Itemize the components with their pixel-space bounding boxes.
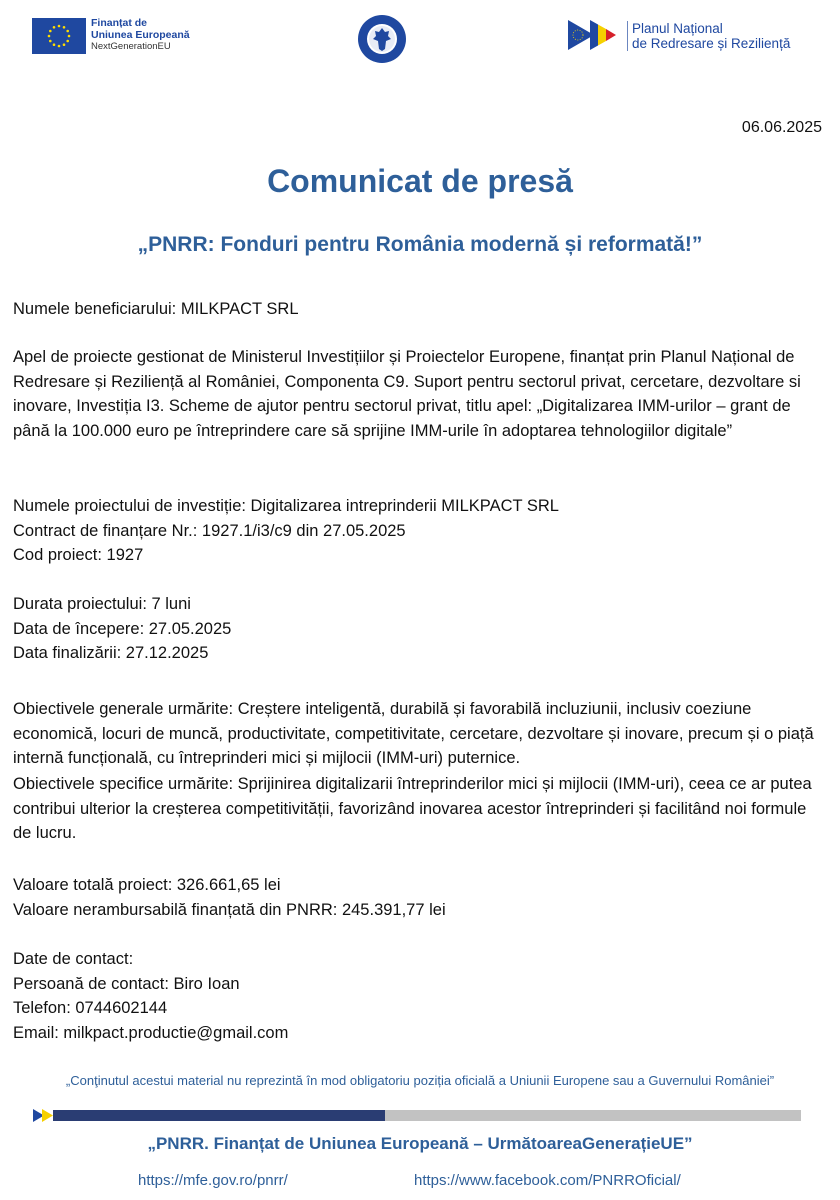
general-objectives: Obiectivele generale urmărite: Creștere inteligentă, durabilă și favorabilă incluziunii, inclusiv coeziune economică, locuri de muncă, productivitate, competitivitate, cercetare, dezvoltare și inovare, precum și o piață internă funcțională, cu întreprinderi mici și mijlocii (IMM-uri) puternice. — [13, 700, 814, 767]
contact-person: Persoană de contact: Biro Ioan — [13, 974, 240, 993]
timeline-block — [13, 592, 823, 666]
project-code: Cod proiect: 1927 — [13, 546, 144, 564]
project-name: Numele proiectului de investiție: Digitalizarea intreprinderii MILKPACT SRL — [13, 497, 559, 515]
footer-divider-grey — [385, 1110, 801, 1121]
contact-block — [13, 947, 823, 1045]
government-seal-icon — [357, 14, 407, 64]
total-value: Valoare totală proiect: 326.661,65 lei — [13, 876, 281, 894]
contract-number: Contract de finanțare Nr.: 1927.1/i3/c9 din 27.05.2025 — [13, 521, 406, 540]
pnrr-logo-text — [627, 21, 790, 51]
mfe-pnrr-link[interactable]: https://mfe.gov.ro/pnrr/ — [138, 1172, 288, 1189]
footer-arrows-icon — [33, 1109, 63, 1122]
press-release-date: 06.06.2025 — [741, 119, 822, 136]
eu-funding-logo-text — [91, 17, 190, 53]
facebook-pnrr-link[interactable]: https://www.facebook.com/PNRROficial/ — [414, 1172, 681, 1189]
beneficiary-line — [13, 297, 823, 322]
specific-objectives: Obiectivele specifice urmărite: Sprijinirea digitalizarii întreprinderilor mici și mijlocii (IMM-uri), ceea ce ar putea contribui ulterior la creșterea competitivității, favorizând inovarea acestor întreprinderi și facilitând noi formule de lucru. — [13, 775, 812, 842]
contact-heading: Date de contact: — [13, 950, 134, 968]
contact-phone: Telefon: 0744602144 — [13, 999, 168, 1017]
pnrr-logo-line1: Planul Național — [632, 21, 723, 36]
footer-divider-dark — [60, 1110, 385, 1121]
eu-logo-line2: Uniunea Europeană — [91, 29, 190, 41]
non-refundable-value: Valoare nerambursabilă finanțată din PNRR: 245.391,77 lei — [13, 900, 446, 919]
page-title: Comunicat de presă — [267, 163, 573, 199]
call-description-block — [13, 345, 823, 443]
eu-flag-icon — [32, 18, 86, 54]
end-date: Data finalizării: 27.12.2025 — [13, 644, 209, 662]
specific-objectives-block — [13, 772, 823, 846]
project-info-block — [13, 494, 823, 568]
contact-email: Email: milkpact.productie@gmail.com — [13, 1023, 289, 1042]
values-block — [13, 873, 823, 922]
pnrr-logo-line2: de Redresare și Reziliență — [632, 36, 791, 51]
start-date: Data de începere: 27.05.2025 — [13, 619, 232, 638]
beneficiary-name: Numele beneficiarului: MILKPACT SRL — [13, 300, 299, 318]
call-description: Apel de proiecte gestionat de Ministerul Investițiilor și Proiectelor Europene, finanțat prin Planul Național de Redresare și Reziliență al României, Componenta C9. Suport pentru sectorul privat, cercetare, dezvoltare si inovare, Investiția I3. Scheme de ajutor pentru sectorul privat, titlu apel: „Digitalizarea IMM-urilor – grant de până la 100.000 euro pe întreprindere care să sprijine IMM-urile în adoptarea tehnologiilor digitale” — [13, 348, 801, 440]
footer-slogan: „PNRR. Finanțat de Uniunea Europeană – UrmătoareaGenerațieUE” — [147, 1134, 693, 1153]
project-duration: Durata proiectului: 7 luni — [13, 595, 191, 613]
eu-logo-line3: NextGenerationEU — [91, 41, 171, 52]
disclaimer: „Conţinutul acestui material nu reprezintă în mod obligatoriu poziția oficială a Uniunii Europene sau a Guvernului României” — [65, 1073, 775, 1088]
page-subtitle: „PNRR: Fonduri pentru România modernă și reformată!” — [137, 233, 703, 256]
general-objectives-block — [13, 697, 823, 771]
eu-logo-line1: Finanțat de — [91, 17, 148, 29]
